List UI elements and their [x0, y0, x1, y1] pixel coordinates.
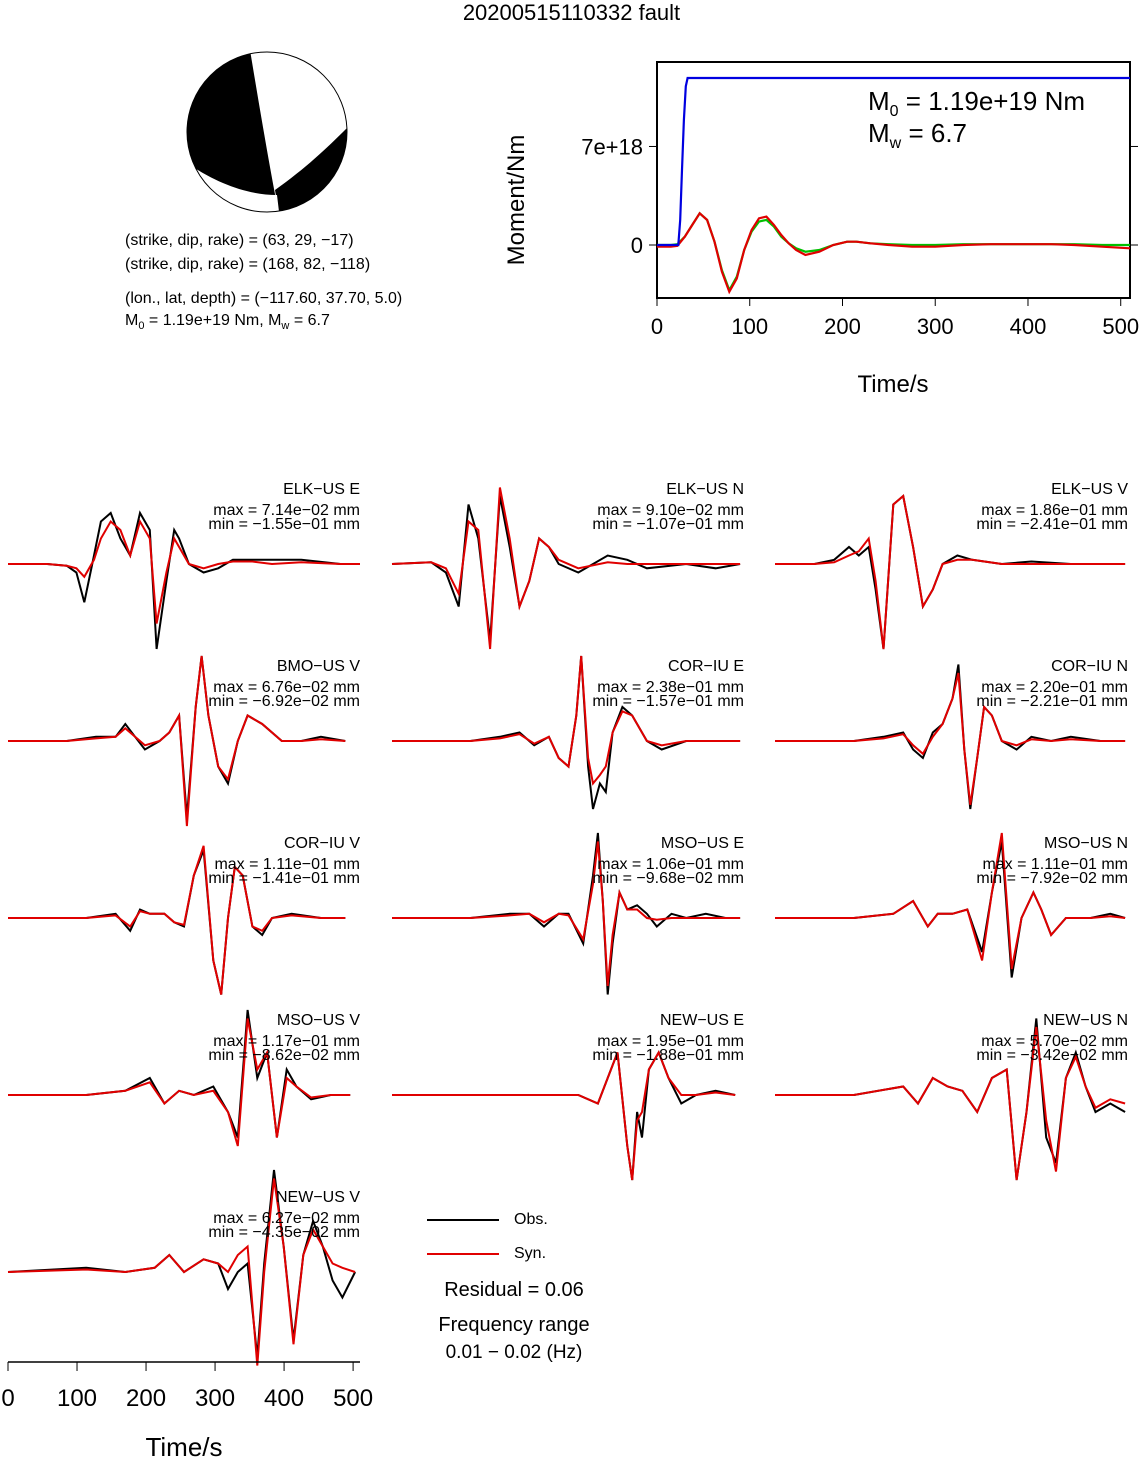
- station-label: MSO−US E: [660, 835, 744, 852]
- station-max: max = 2.38e−01 mm: [597, 679, 744, 696]
- mw-annotation: $M_w = 6.7$: [868, 118, 968, 152]
- station-panel: [775, 1012, 1128, 1180]
- waveform-xlabel: Time/s: [145, 1432, 223, 1458]
- station-max: max = 2.20e−01 mm: [981, 679, 1128, 696]
- station-panel: [775, 658, 1128, 809]
- moment-series-red: [657, 213, 1130, 291]
- station-min: min = −1.41e−01 mm: [208, 870, 360, 887]
- station-label: NEW−US E: [659, 1012, 744, 1029]
- synthetic-trace: [775, 833, 1125, 969]
- station-label: NEW−US V: [275, 1189, 360, 1206]
- nodal-plane-2: (strike, dip, rake) = (168, 82, −118): [125, 256, 371, 273]
- residual-text: Residual = 0.06: [444, 1279, 584, 1301]
- station-min: min = −1.55e−01 mm: [208, 516, 360, 533]
- station-min: min = −1.57e−01 mm: [592, 693, 744, 710]
- station-label: ELK−US V: [1051, 481, 1128, 498]
- frequency-range: 0.01 − 0.02 (Hz): [445, 1342, 583, 1363]
- station-min: min = −2.21e−01 mm: [976, 693, 1128, 710]
- station-panel: [775, 833, 1128, 978]
- station-max: max = 1.11e−01 mm: [214, 856, 360, 873]
- location-depth: (lon., lat, depth) = (−117.60, 37.70, 5.0): [125, 290, 403, 307]
- moment-xtick-label: 200: [824, 314, 861, 339]
- station-label: ELK−US E: [283, 481, 360, 498]
- moment-ytick-label: 0: [630, 233, 643, 258]
- legend-obs-label: Obs.: [514, 1211, 548, 1228]
- moment-xtick-label: 0: [650, 314, 664, 339]
- legend-syn-line: [427, 1253, 499, 1255]
- station-max: max = 5.70e−02 mm: [981, 1033, 1128, 1050]
- station-label: BMO−US V: [276, 658, 360, 675]
- station-label: MSO−US V: [276, 1012, 360, 1029]
- station-max: max = 6.27e−02 mm: [213, 1210, 360, 1227]
- legend-syn-label: Syn.: [514, 1245, 547, 1262]
- synthetic-trace: [8, 522, 360, 624]
- station-min: min = −9.68e−02 mm: [592, 870, 744, 887]
- station-min: min = −7.92e−02 mm: [976, 870, 1128, 887]
- waveform-xtick-label: 500: [333, 1385, 374, 1412]
- station-panel: [8, 835, 360, 995]
- station-max: max = 6.76e−02 mm: [213, 679, 360, 696]
- station-min: min = −2.41e−01 mm: [976, 516, 1128, 533]
- moment-series-green: [657, 213, 1130, 290]
- station-panel: [392, 656, 744, 809]
- station-max: max = 1.86e−01 mm: [981, 502, 1128, 519]
- nodal-plane-1: (strike, dip, rake) = (63, 29, −17): [125, 232, 354, 249]
- station-min: min = −1.07e−01 mm: [592, 516, 744, 533]
- station-min: min = −1.88e−01 mm: [592, 1047, 744, 1064]
- legend-obs-line: [427, 1219, 499, 1221]
- station-label: NEW−US N: [1043, 1012, 1128, 1029]
- station-max: max = 9.10e−02 mm: [597, 502, 744, 519]
- station-panel: [8, 1010, 360, 1146]
- beachball-diagram: [180, 50, 360, 220]
- moment-rate-chart: [490, 40, 1143, 400]
- moment-xtick-label: 300: [916, 314, 954, 339]
- moment-ytick-label: 7e+18: [581, 134, 643, 160]
- station-panel: [392, 833, 744, 995]
- station-label: COR−IU N: [1051, 658, 1128, 675]
- station-min: min = −4.35e−02 mm: [208, 1224, 360, 1241]
- station-panel: [8, 656, 360, 826]
- station-panel: [8, 481, 360, 649]
- station-max: max = 1.17e−01 mm: [213, 1033, 360, 1050]
- waveform-grid: [0, 470, 1143, 1458]
- waveform-xtick-label: 100: [56, 1385, 98, 1412]
- observed-trace: [8, 513, 360, 649]
- moment-ylabel: Moment/Nm: [503, 134, 530, 266]
- synthetic-trace: [392, 1053, 735, 1181]
- waveform-xtick-label: 400: [264, 1385, 305, 1412]
- moment-xtick-label: 500: [1102, 314, 1140, 339]
- waveform-xtick-label: 200: [126, 1385, 167, 1412]
- station-min: min = −8.62e−02 mm: [208, 1047, 360, 1064]
- observed-trace: [392, 1053, 735, 1181]
- synthetic-trace: [392, 656, 740, 784]
- station-panel: [392, 481, 744, 649]
- station-panel: [392, 1012, 744, 1180]
- synthetic-trace: [8, 1179, 355, 1366]
- moment-xtick-label: 100: [731, 314, 769, 339]
- waveform-xtick-label: 300: [195, 1385, 236, 1412]
- moment-annotation: [868, 86, 1085, 152]
- station-max: max = 1.11e−01 mm: [982, 856, 1128, 873]
- station-max: max = 1.06e−01 mm: [597, 856, 744, 873]
- moment-xtick-label: 400: [1009, 314, 1047, 339]
- station-label: COR−IU V: [283, 835, 360, 852]
- station-label: ELK−US N: [666, 481, 744, 498]
- station-panel: [775, 481, 1128, 649]
- station-min: min = −6.92e−02 mm: [208, 693, 360, 710]
- station-panel: [8, 1170, 360, 1366]
- moment-xlabel: Time/s: [857, 371, 929, 398]
- observed-trace: [8, 1010, 350, 1138]
- frequency-title: Frequency range: [438, 1314, 590, 1336]
- station-label: COR−IU E: [667, 658, 744, 675]
- page-title: 20200515110332 fault: [462, 0, 681, 25]
- moment-magnitude-line: $M_0 = 1.19e+19$ Nm, $M_w = 6.7$: [125, 312, 330, 333]
- station-min: min = −3.42e−02 mm: [976, 1047, 1128, 1064]
- station-max: max = 1.95e−01 mm: [597, 1033, 744, 1050]
- m0-annotation: $M_0 = 1.19e+19$ Nm: [868, 86, 1086, 120]
- station-label: MSO−US N: [1043, 835, 1128, 852]
- station-max: max = 7.14e−02 mm: [213, 502, 360, 519]
- waveform-xtick-label: 0: [1, 1385, 15, 1412]
